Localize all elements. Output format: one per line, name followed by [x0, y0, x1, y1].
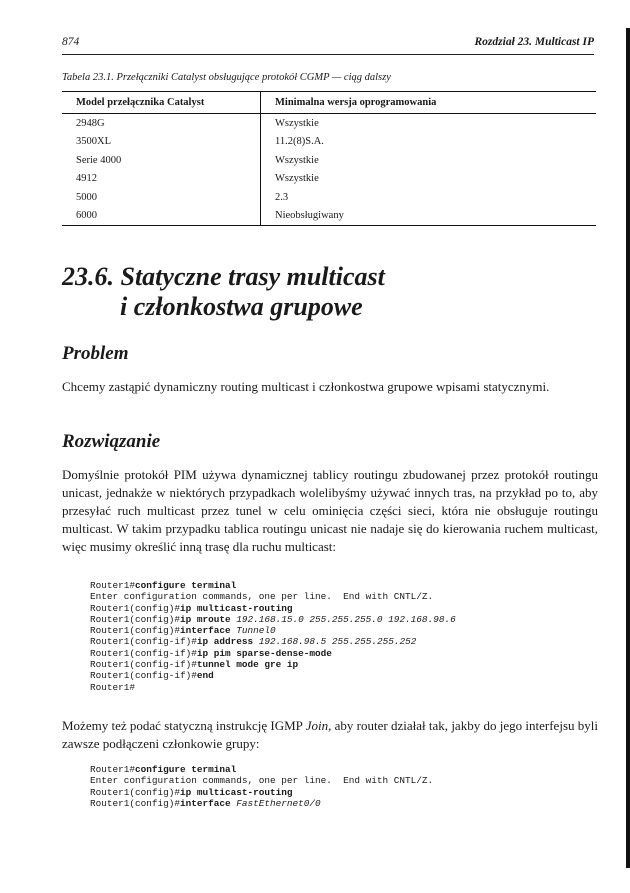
table-cell-version: Wszystkie — [275, 154, 319, 166]
code-line — [90, 614, 456, 625]
code-prompt: Router1(config-if)# — [90, 636, 197, 648]
code-prompt: Router1(config-if)# — [90, 659, 197, 671]
code-prompt: Router1(config)# — [90, 613, 181, 625]
chapter-title: Rozdział 23. Multicast IP — [474, 36, 594, 48]
code-command: configure terminal — [135, 580, 237, 591]
section-title-line-2: i członkostwa grupowe — [120, 292, 363, 321]
column-header-version: Minimalna wersja oprogramowania — [261, 92, 597, 114]
table-cell-model: 4912 — [62, 170, 261, 189]
code-argument: FastEthernet0/0 — [230, 797, 321, 809]
solution-paragraph: Domyślnie protokół PIM używa dynamicznej tablicy routingu zbudowanej przez protokół routingu unicast, jednakże w niektórych przypadkach wolelibyśmy używać innych tras, na przykład po to, aby przesyłać ruch multicast przez tunel w celu ominięcia części sieci, która nie obsługuje routingu multicast. W takim przypadku tablica routingu unicast nie nadaje się do kierowania ruchem multicast, więc musimy określić inną trasę dla ruchu multicast: — [62, 467, 598, 554]
code-prompt: Router1# — [90, 764, 136, 775]
code-command: configure terminal — [135, 764, 237, 775]
problem-heading: Problem — [62, 343, 129, 364]
code-line — [90, 787, 433, 798]
table-cell-version: 2.3 — [275, 191, 289, 203]
running-head — [62, 36, 594, 54]
code-line — [90, 798, 433, 809]
code-command: tunnel mode gre ip — [196, 659, 299, 671]
code-line — [90, 648, 456, 659]
code-line — [90, 775, 433, 786]
solution-paragraph-2: Możemy też podać statyczną instrukcję IGMP Join, aby router działał tak, jakby do jego interfejsu byli zawsze podłączeni członkowie grupy: — [62, 718, 599, 751]
code-command: ip multicast-routing — [180, 602, 293, 614]
solution-heading: Rozwiązanie — [62, 431, 161, 452]
code-line — [90, 625, 456, 636]
page-number: 874 — [62, 36, 80, 48]
code-block-tunnel-mroute — [90, 580, 456, 693]
table-cell-version: Wszystkie — [275, 117, 319, 129]
code-line — [90, 670, 456, 681]
code-line — [90, 580, 456, 591]
section-title-line-1: 23.6. Statyczne trasy multicast — [62, 262, 385, 291]
code-prompt: Router1(config)# — [90, 786, 181, 798]
code-command: interface — [180, 625, 231, 637]
table-row — [62, 188, 596, 207]
code-block-igmp-join — [90, 764, 433, 809]
catalyst-table — [62, 91, 596, 226]
code-line — [90, 603, 456, 614]
code-line — [90, 682, 456, 693]
table-cell-model: Serie 4000 — [62, 151, 261, 170]
code-prompt: Router1# — [90, 681, 136, 693]
code-line — [90, 764, 433, 775]
scan-edge — [626, 28, 630, 868]
table-cell-model: 6000 — [62, 207, 261, 226]
table-row — [62, 133, 596, 152]
code-line — [90, 636, 456, 647]
table-cell-version: 11.2(8)S.A. — [275, 136, 324, 148]
code-command: ip multicast-routing — [180, 786, 293, 798]
code-prompt: Router1(config)# — [90, 602, 181, 614]
code-command: interface — [180, 797, 231, 809]
code-prompt: Router1(config-if)# — [90, 670, 197, 682]
code-prompt: Router1(config-if)# — [90, 647, 197, 659]
code-prompt: Enter configuration commands, one per line. End with CNTL/Z. — [90, 591, 434, 603]
header-rule — [62, 54, 594, 55]
code-prompt: Router1(config)# — [90, 625, 181, 637]
table-cell-version: Nieobsługiwany — [261, 207, 597, 226]
table-row — [62, 170, 596, 189]
code-command: ip pim sparse-dense-mode — [196, 647, 332, 659]
table-header-row — [62, 92, 596, 114]
code-prompt: Router1# — [90, 580, 136, 591]
table-row — [62, 207, 596, 226]
problem-paragraph: Chcemy zastąpić dynamiczny routing multicast i członkostwa grupowe wpisami statycznymi. — [62, 379, 550, 394]
table-row — [62, 151, 596, 170]
code-command: ip address — [196, 636, 254, 648]
table-cell-model: 3500XL — [62, 133, 261, 152]
table-cell-version: Wszystkie — [275, 173, 319, 185]
table-row — [62, 114, 596, 133]
code-line — [90, 659, 456, 670]
code-command: ip mroute — [180, 613, 231, 625]
table-cell-model: 5000 — [62, 188, 261, 207]
code-argument: Tunnel0 — [230, 625, 276, 637]
code-line — [90, 591, 456, 602]
code-prompt: Router1(config)# — [90, 797, 181, 809]
code-command: end — [196, 670, 214, 682]
code-prompt: Enter configuration commands, one per line. End with CNTL/Z. — [90, 775, 434, 787]
table-cell-model: 2948G — [62, 114, 261, 133]
code-argument: 192.168.98.5 255.255.255.252 — [253, 636, 417, 648]
table-caption: Tabela 23.1. Przełączniki Catalyst obsługujące protokół CGMP — ciąg dalszy — [62, 72, 391, 83]
column-header-model: Model przełącznika Catalyst — [62, 92, 261, 114]
section-title — [62, 262, 385, 322]
code-argument: 192.168.15.0 255.255.255.0 192.168.98.6 — [230, 613, 456, 625]
